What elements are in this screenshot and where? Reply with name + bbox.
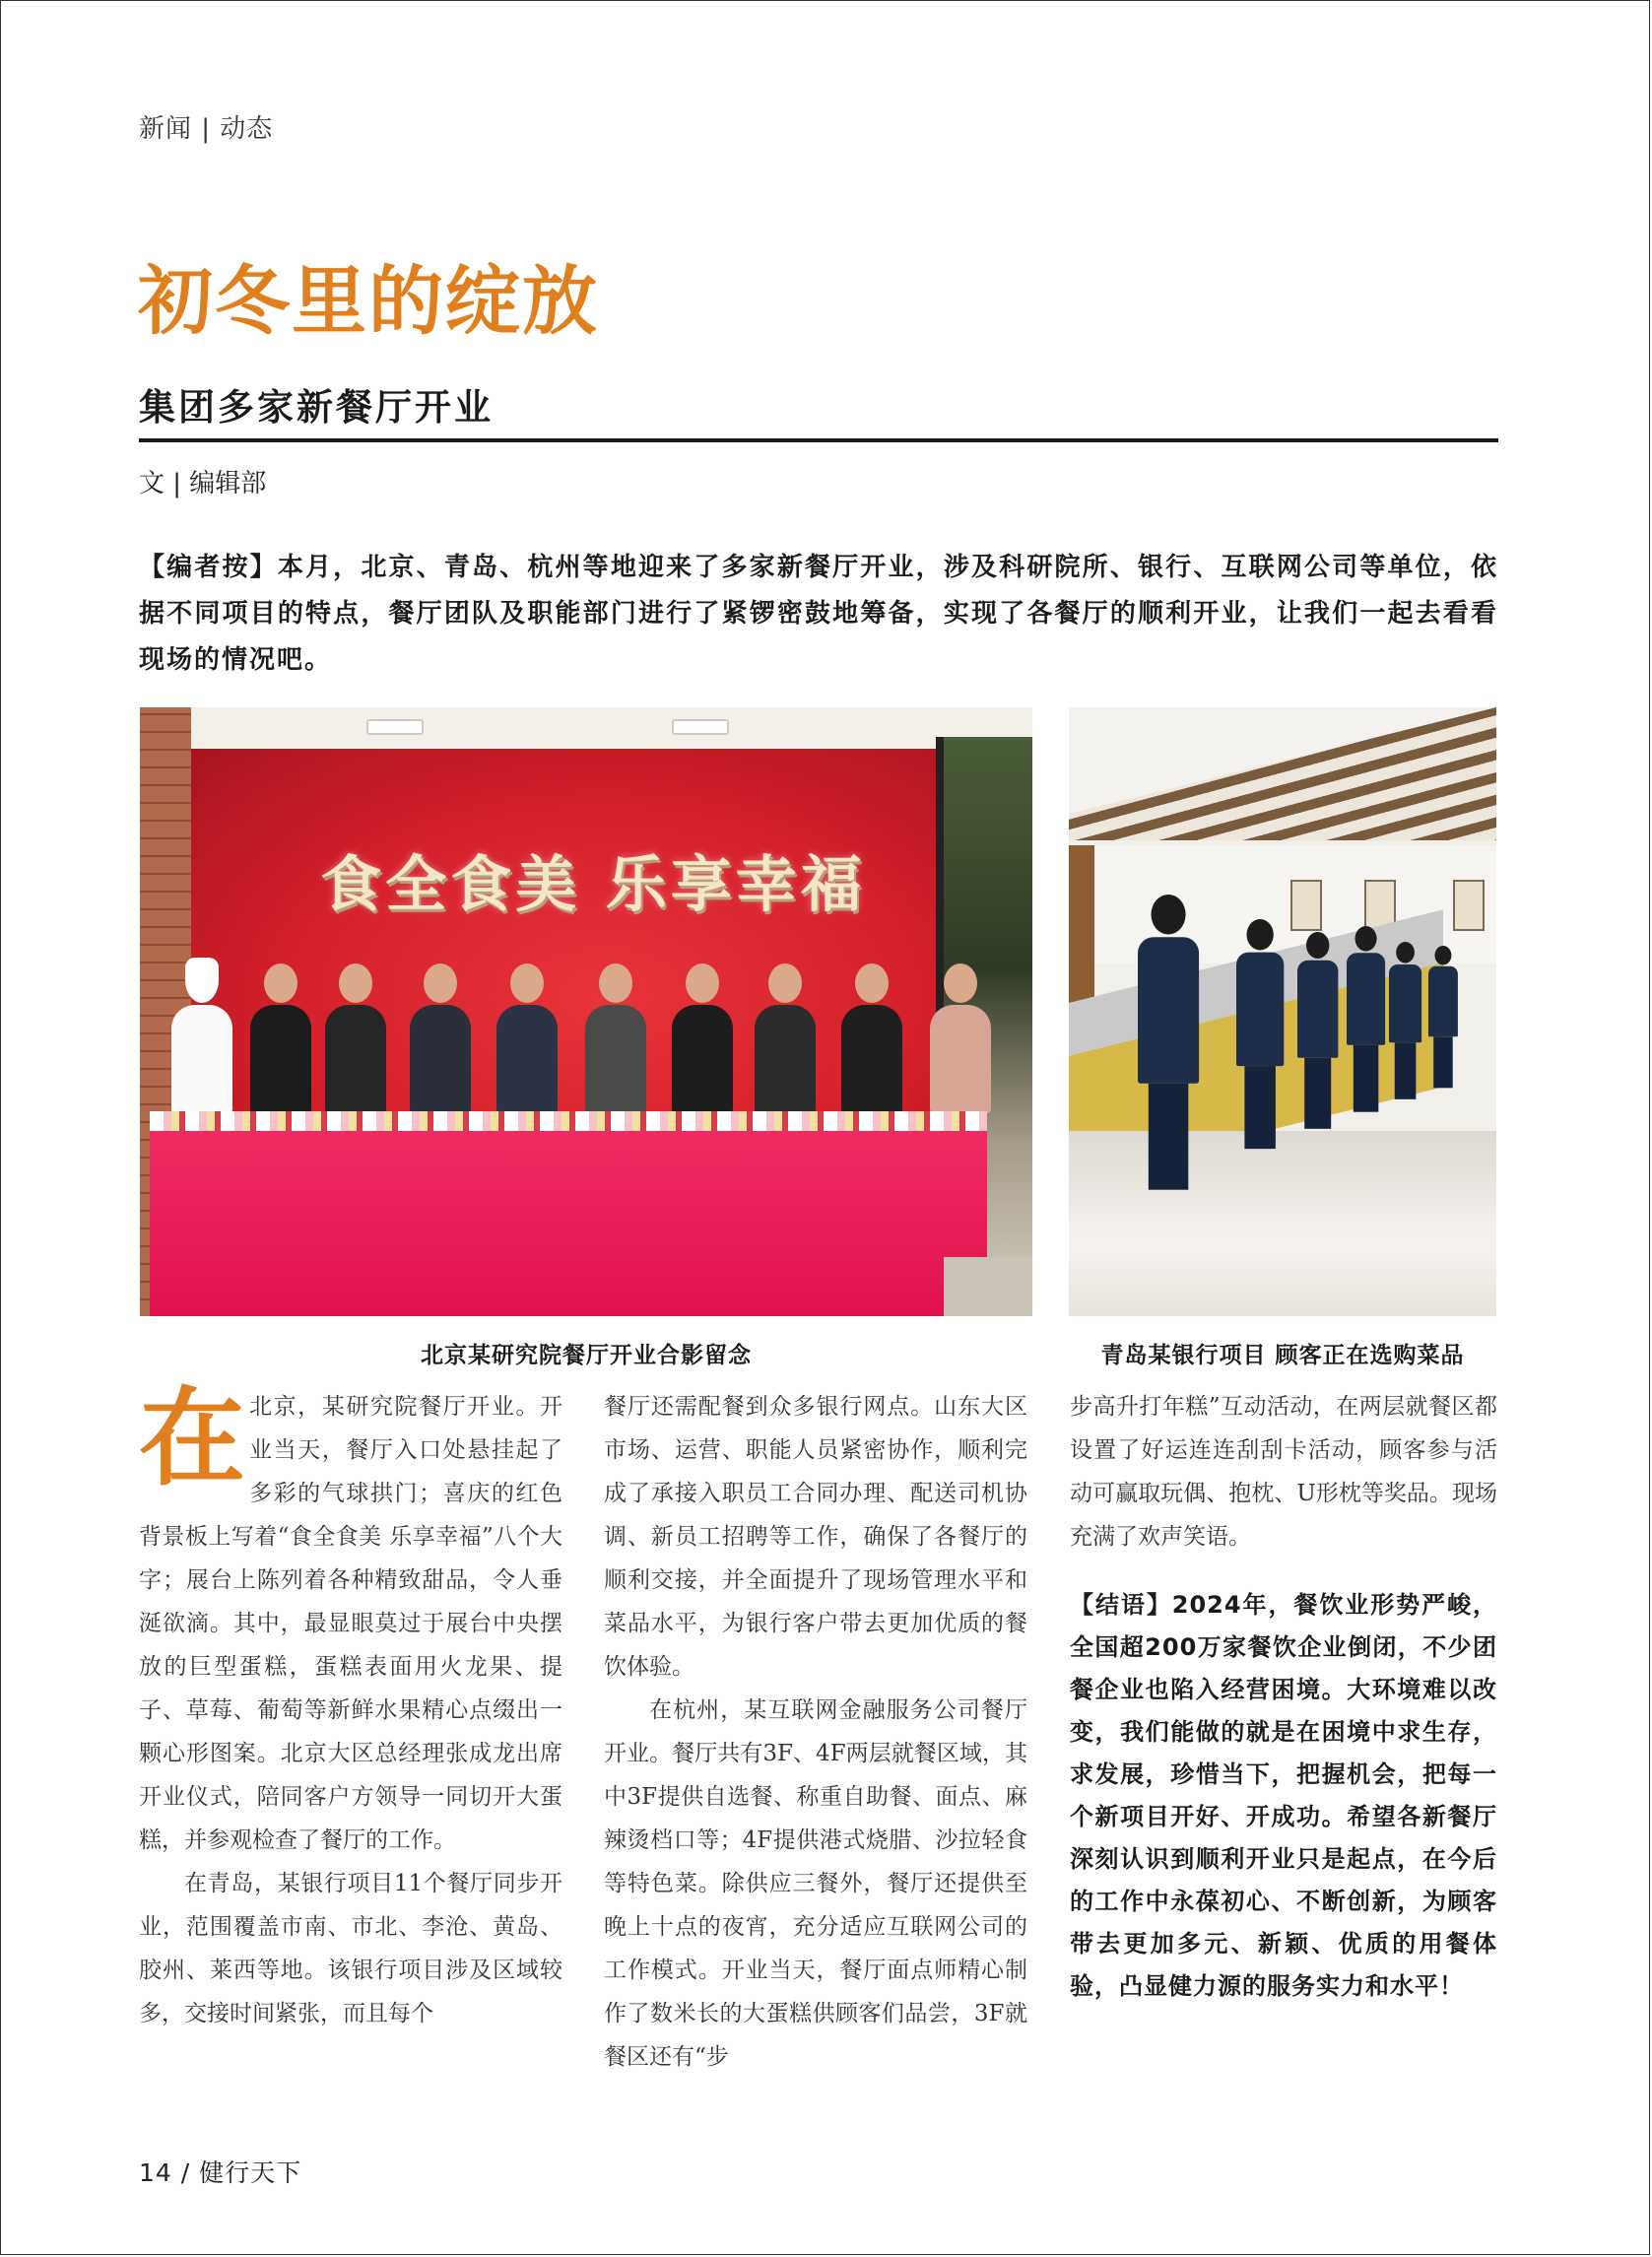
customer [1428, 946, 1458, 1088]
body-column-2 [604, 1385, 1027, 2079]
photo-beijing-opening [140, 707, 1032, 1316]
drop-cap: 在 [139, 1376, 246, 1500]
display-table [150, 1131, 987, 1316]
photo2-caption: 青岛某银行项目 顾客正在选购菜品 [1100, 1343, 1465, 1368]
paragraph-beijing: 北京，某研究院餐厅开业。开业当天，餐厅入口处悬挂起了多彩的气球拱门；喜庆的红色背景板上写着“食全食美 乐享幸福”八个大字；展台上陈列着各种精致甜品，令人垂涎欲滴。其中，最显眼莫过于展台中央摆放的巨型蛋糕，蛋糕表面用火龙果、提子、草莓、葡萄等新鲜水果精心点缀出一颗心形图案。北京大区总经理张成龙出席开业仪式，陪同客户方领导一同切开大蛋糕，并参观检查了餐厅的工作。 [139, 1394, 562, 1853]
editor-note: 【编者按】本月，北京、青岛、杭州等地迎来了多家新餐厅开业，涉及科研院所、银行、互联网公司等单位，依据不同项目的特点，餐厅团队及职能部门进行了紧锣密鼓地筹备，实现了各餐厅的顺利开业，让我们一起去看看现场的情况吧。 [139, 553, 1498, 675]
body-column-3 [1070, 1385, 1497, 2008]
wall-art [1453, 880, 1485, 931]
person [930, 963, 991, 1113]
person [410, 963, 471, 1113]
person [250, 963, 311, 1113]
paragraph-qingdao: 在青岛，某银行项目11个餐厅同步开业，范围覆盖市南、市北、李沧、黄岛、胶州、莱西等地。该银行项目涉及区域较多，交接时间紧张，而且每个 [139, 1871, 562, 2026]
person [755, 963, 816, 1113]
ceiling-light [366, 719, 424, 735]
person [496, 963, 558, 1113]
photo-qingdao-bank [1069, 707, 1496, 1316]
ceiling-light [672, 719, 729, 735]
photo1-caption: 北京某研究院餐厅开业合影留念 [421, 1343, 752, 1368]
wall-art [1290, 880, 1322, 931]
backdrop-slogan: 食全食美 乐享幸福 [320, 848, 866, 920]
customer [1389, 942, 1421, 1099]
person [325, 963, 386, 1113]
paragraph-qingdao-cont: 餐厅还需配餐到众多银行网点。山东大区市场、运营、职能人员紧密协作，顺利完成了承接入职员工合同办理、配送司机协调、新员工招聘等工作，确保了各餐厅的顺利交接，并全面提升了现场管理水平和菜品水平，为银行客户带去更加优质的餐饮体验。 [604, 1394, 1027, 1680]
body-column-1 [139, 1376, 562, 2035]
group-of-people [152, 965, 1019, 1113]
customer [1297, 932, 1338, 1129]
paragraph-hangzhou-cont: 步高升打年糕”互动活动，在两层就餐区都设置了好运连连刮刮卡活动，顾客参与活动可赢取玩偶、抱枕、U形枕等奖品。现场充满了欢声笑语。 [1070, 1394, 1497, 1550]
person-chef [171, 958, 232, 1113]
section-label: 新闻 | 动态 [139, 114, 274, 144]
paragraph-hangzhou: 在杭州，某互联网金融服务公司餐厅开业。餐厅共有3F、4F两层就餐区域，其中3F提供自选餐、称重自助餐、面点、麻辣烫档口等；4F提供港式烧腊、沙拉轻食等特色菜。除供应三餐外，餐厅还提供至晚上十点的夜宵，充分适应互联网公司的工作模式。开业当天，餐厅面点师精心制作了数米长的大蛋糕供顾客们品尝，3F就餐区还有“步 [604, 1697, 1027, 2070]
person [672, 963, 733, 1113]
customer [1236, 919, 1284, 1149]
tiled-floor [1069, 1131, 1496, 1316]
page-footer: 14 / 健行天下 [139, 2158, 302, 2187]
conclusion: 【结语】2024年，餐饮业形势严峻，全国超200万家餐饮企业倒闭，不少团餐企业也陷入经营困境。大环境难以改变，我们能做的就是在困境中求生存，求发展，珍惜当下，把握机会，把每一个新项目开好、开成功。希望各新餐厅深刻认识到顺利开业只是起点，在今后的工作中永葆初心、不断创新，为顾客带去更加多元、新颖、优质的用餐体验，凸显健力源的服务实力和水平！ [1070, 1591, 1497, 2000]
person [841, 963, 902, 1113]
customer [1138, 895, 1199, 1190]
byline: 文 | 编辑部 [139, 469, 267, 498]
article-title: 初冬里的绽放 [138, 257, 599, 345]
article-subtitle: 集团多家新餐厅开业 [139, 386, 494, 429]
title-divider [139, 438, 1498, 442]
floor [944, 1257, 1032, 1316]
customer [1347, 926, 1385, 1112]
person [585, 963, 646, 1113]
ceiling [140, 707, 1032, 749]
